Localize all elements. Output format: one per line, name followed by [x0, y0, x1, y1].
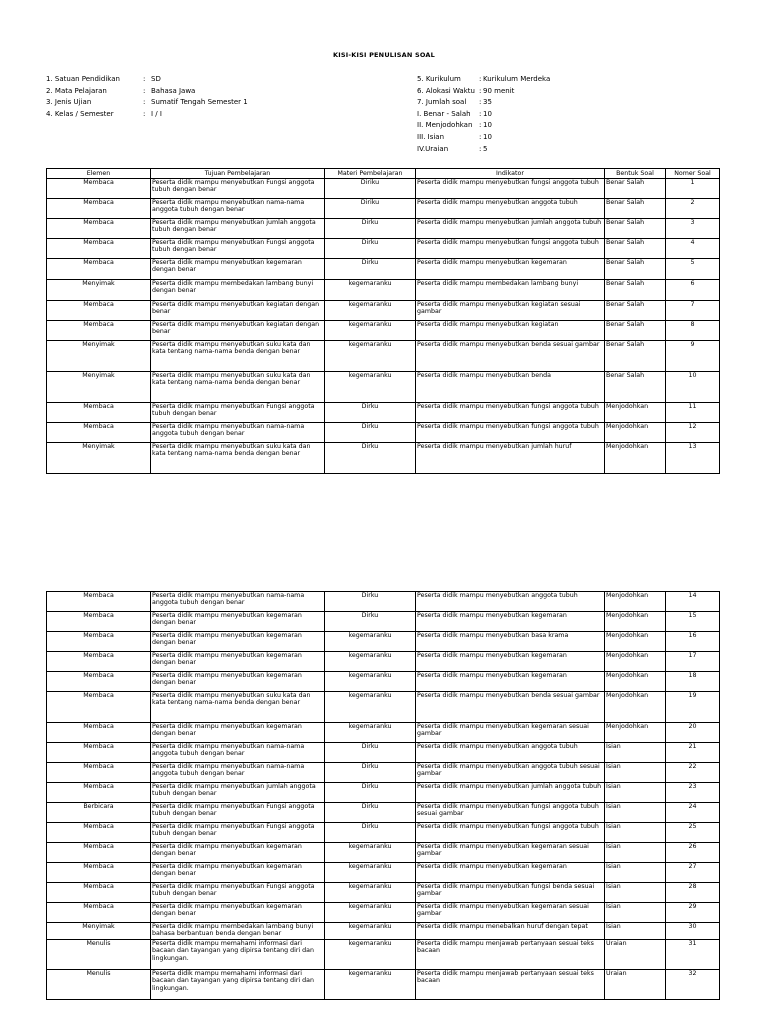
info-value: 90 menit	[483, 86, 515, 95]
cell-elemen: Membaca	[47, 612, 151, 632]
cell-bentuk: Benar Salah	[605, 179, 666, 199]
cell-elemen: Membaca	[47, 321, 151, 341]
cell-tujuan: Peserta didik mampu membedakan lambang bunyi dengan benar	[151, 280, 325, 301]
cell-bentuk: Benar Salah	[605, 280, 666, 301]
table-row	[47, 843, 720, 863]
table-row	[47, 692, 720, 723]
info-separator: :	[143, 109, 146, 118]
header-elemen: Elemen	[47, 169, 151, 179]
info-row	[417, 86, 717, 98]
cell-tujuan: Peserta didik mampu menyebutkan nama-nama anggota tubuh dengan benar	[151, 199, 325, 219]
info-label: IV.Uraian	[417, 144, 449, 153]
cell-nomer: 20	[666, 723, 720, 743]
cell-elemen: Membaca	[47, 863, 151, 883]
cell-nomer: 32	[666, 970, 720, 1000]
info-row	[46, 86, 346, 98]
cell-tujuan: Peserta didik mampu menyebutkan kegiatan dengan benar	[151, 321, 325, 341]
cell-materi: kegemaranku	[325, 843, 416, 863]
info-value: Bahasa Jawa	[151, 86, 196, 95]
cell-bentuk: Isian	[605, 803, 666, 823]
cell-tujuan: Peserta didik mampu menyebutkan kegemaran dengan benar	[151, 723, 325, 743]
info-row	[417, 109, 717, 121]
cell-elemen: Membaca	[47, 652, 151, 672]
cell-nomer: 9	[666, 341, 720, 372]
cell-elemen: Membaca	[47, 301, 151, 321]
cell-bentuk: Menjodohkan	[605, 723, 666, 743]
cell-bentuk: Menjodohkan	[605, 632, 666, 652]
cell-tujuan: Peserta didik mampu menyebutkan kegemaran dengan benar	[151, 903, 325, 923]
cell-nomer: 19	[666, 692, 720, 723]
table-row	[47, 783, 720, 803]
cell-materi: Dirku	[325, 239, 416, 259]
cell-indikator: Peserta didik mampu menyebutkan kegemaran	[416, 863, 605, 883]
cell-bentuk: Isian	[605, 783, 666, 803]
cell-elemen: Membaca	[47, 592, 151, 612]
info-separator: :	[479, 132, 482, 141]
table-row	[47, 863, 720, 883]
cell-indikator: Peserta didik mampu menyebutkan kegemaran sesuai gambar	[416, 843, 605, 863]
cell-indikator: Peserta didik mampu menyebutkan benda	[416, 372, 605, 403]
info-label: III. Isian	[417, 132, 445, 141]
table-row	[47, 652, 720, 672]
cell-bentuk: Benar Salah	[605, 199, 666, 219]
cell-bentuk: Menjodohkan	[605, 403, 666, 423]
header-indikator: Indikator	[416, 169, 605, 179]
cell-elemen: Menyimak	[47, 923, 151, 940]
cell-materi: kegemaranku	[325, 632, 416, 652]
cell-tujuan: Peserta didik mampu menyebutkan suku kata dan kata tentang nama-nama benda dengan benar	[151, 443, 325, 474]
cell-tujuan: Peserta didik mampu menyebutkan kegemaran dengan benar	[151, 632, 325, 652]
header-bentuk: Bentuk Soal	[605, 169, 666, 179]
table-row	[47, 823, 720, 843]
cell-bentuk: Isian	[605, 883, 666, 903]
cell-nomer: 13	[666, 443, 720, 474]
cell-indikator: Peserta didik mampu menyebutkan fungsi anggota tubuh sesuai gambar	[416, 803, 605, 823]
cell-tujuan: Peserta didik mampu memahami informasi dari bacaan dan tayangan yang dipirsa tentang diri dan lingkungan.	[151, 970, 325, 1000]
cell-nomer: 12	[666, 423, 720, 443]
info-row	[417, 120, 717, 132]
cell-materi: kegemaranku	[325, 903, 416, 923]
cell-materi: Dirku	[325, 823, 416, 843]
table-row	[47, 883, 720, 903]
cell-bentuk: Benar Salah	[605, 372, 666, 403]
cell-elemen: Membaca	[47, 672, 151, 692]
info-separator: :	[143, 86, 146, 95]
cell-tujuan: Peserta didik mampu menyebutkan jumlah anggota tubuh dengan benar	[151, 219, 325, 239]
cell-nomer: 25	[666, 823, 720, 843]
cell-indikator: Peserta didik mampu menyebutkan fungsi anggota tubuh	[416, 239, 605, 259]
cell-indikator: Peserta didik mampu menjawab pertanyaan sesuai teks bacaan	[416, 970, 605, 1000]
cell-bentuk: Benar Salah	[605, 219, 666, 239]
cell-tujuan: Peserta didik mampu menyebutkan suku kata dan kata tentang nama-nama benda dengan benar	[151, 341, 325, 372]
cell-nomer: 24	[666, 803, 720, 823]
table-row	[47, 280, 720, 301]
info-separator: :	[479, 144, 482, 153]
cell-nomer: 7	[666, 301, 720, 321]
cell-tujuan: Peserta didik mampu memahami informasi dari bacaan dan tayangan yang dipirsa tentang diri dan lingkungan.	[151, 940, 325, 970]
cell-tujuan: Peserta didik mampu menyebutkan Fungsi anggota tubuh dengan benar	[151, 823, 325, 843]
cell-bentuk: Benar Salah	[605, 341, 666, 372]
info-row	[417, 132, 717, 144]
table-row	[47, 612, 720, 632]
cell-materi: Dirku	[325, 743, 416, 763]
cell-bentuk: Isian	[605, 843, 666, 863]
cell-indikator: Peserta didik mampu menyebutkan jumlah anggota tubuh	[416, 783, 605, 803]
cell-nomer: 10	[666, 372, 720, 403]
cell-bentuk: Menjodohkan	[605, 692, 666, 723]
cell-tujuan: Peserta didik mampu menyebutkan Fungsi anggota tubuh dengan benar	[151, 179, 325, 199]
cell-elemen: Menulis	[47, 970, 151, 1000]
table-row	[47, 301, 720, 321]
info-separator: :	[479, 121, 482, 130]
cell-indikator: Peserta didik mampu menyebutkan kegemaran sesuai gambar	[416, 903, 605, 923]
cell-indikator: Peserta didik mampu menyebutkan basa krama	[416, 632, 605, 652]
cell-indikator: Peserta didik mampu menyebutkan kegemaran sesuai gambar	[416, 723, 605, 743]
info-separator: :	[479, 75, 482, 83]
cell-tujuan: Peserta didik mampu menyebutkan nama-nama anggota tubuh dengan benar	[151, 743, 325, 763]
info-label: 2. Mata Pelajaran	[46, 86, 107, 95]
cell-indikator: Peserta didik mampu menyebutkan anggota tubuh	[416, 199, 605, 219]
table-row	[47, 970, 720, 1000]
cell-elemen: Berbicara	[47, 803, 151, 823]
info-value: SD	[151, 75, 161, 83]
cell-bentuk: Benar Salah	[605, 321, 666, 341]
cell-nomer: 11	[666, 403, 720, 423]
header-nomer: Nomer Soal	[666, 169, 720, 179]
cell-tujuan: Peserta didik mampu menyebutkan kegemaran dengan benar	[151, 863, 325, 883]
info-label: 5. Kurikulum	[417, 75, 461, 83]
cell-tujuan: Peserta didik mampu menyebutkan jumlah anggota tubuh dengan benar	[151, 783, 325, 803]
info-value: 10	[483, 132, 492, 141]
cell-materi: Dirku	[325, 259, 416, 280]
cell-bentuk: Menjodohkan	[605, 672, 666, 692]
cell-indikator: Peserta didik mampu menyebutkan jumlah anggota tubuh	[416, 219, 605, 239]
cell-indikator: Peserta didik mampu menyebutkan kegemaran	[416, 672, 605, 692]
cell-tujuan: Peserta didik mampu menyebutkan kegemaran dengan benar	[151, 652, 325, 672]
cell-indikator: Peserta didik mampu menyebutkan kegemaran	[416, 259, 605, 280]
cell-indikator: Peserta didik mampu menyebutkan fungsi anggota tubuh	[416, 403, 605, 423]
info-value: Kurikulum Merdeka	[483, 75, 551, 83]
cell-materi: kegemaranku	[325, 672, 416, 692]
info-value: Sumatif Tengah Semester 1	[151, 98, 248, 107]
cell-bentuk: Isian	[605, 903, 666, 923]
cell-elemen: Menyimak	[47, 280, 151, 301]
cell-tujuan: Peserta didik mampu membedakan lambang bunyi bahasa berbantuan benda dengan benar	[151, 923, 325, 940]
info-row	[417, 74, 717, 86]
info-label: 4. Kelas / Semester	[46, 109, 114, 118]
info-row	[46, 74, 346, 86]
info-separator: :	[479, 86, 482, 95]
table-row	[47, 903, 720, 923]
cell-elemen: Menyimak	[47, 443, 151, 474]
cell-indikator: Peserta didik mampu membedakan lambang bunyi	[416, 280, 605, 301]
info-separator: :	[143, 75, 146, 83]
cell-elemen: Membaca	[47, 883, 151, 903]
cell-nomer: 3	[666, 219, 720, 239]
cell-nomer: 31	[666, 940, 720, 970]
cell-nomer: 4	[666, 239, 720, 259]
cell-materi: Dirku	[325, 783, 416, 803]
cell-materi: Dirku	[325, 763, 416, 783]
cell-bentuk: Menjodohkan	[605, 612, 666, 632]
cell-indikator: Peserta didik mampu menyebutkan kegiatan	[416, 321, 605, 341]
cell-tujuan: Peserta didik mampu menyebutkan Fungsi anggota tubuh dengan benar	[151, 803, 325, 823]
cell-materi: Dirku	[325, 443, 416, 474]
cell-materi: kegemaranku	[325, 723, 416, 743]
info-value: I / I	[151, 109, 162, 118]
cell-nomer: 29	[666, 903, 720, 923]
table-row	[47, 403, 720, 423]
cell-materi: kegemaranku	[325, 652, 416, 672]
cell-materi: kegemaranku	[325, 280, 416, 301]
table-row	[47, 179, 720, 199]
cell-tujuan: Peserta didik mampu menyebutkan suku kata dan kata tentang nama-nama benda dengan benar	[151, 692, 325, 723]
cell-elemen: Membaca	[47, 843, 151, 863]
cell-elemen: Menyimak	[47, 341, 151, 372]
cell-tujuan: Peserta didik mampu menyebutkan Fungsi anggota tubuh dengan benar	[151, 403, 325, 423]
cell-indikator: Peserta didik mampu menyebutkan jumlah huruf	[416, 443, 605, 474]
cell-nomer: 8	[666, 321, 720, 341]
cell-indikator: Peserta didik mampu menyebutkan fungsi anggota tubuh	[416, 423, 605, 443]
cell-elemen: Membaca	[47, 632, 151, 652]
cell-indikator: Peserta didik mampu menyebutkan benda sesuai gambar	[416, 341, 605, 372]
cell-indikator: Peserta didik mampu menyebutkan benda sesuai gambar	[416, 692, 605, 723]
cell-bentuk: Isian	[605, 823, 666, 843]
table-row	[47, 259, 720, 280]
info-row	[417, 97, 717, 109]
cell-materi: Dirku	[325, 612, 416, 632]
info-separator: :	[479, 98, 482, 107]
table-row	[47, 743, 720, 763]
table-row	[47, 763, 720, 783]
cell-materi: Diriku	[325, 179, 416, 199]
cell-nomer: 1	[666, 179, 720, 199]
header-tujuan: Tujuan Pembelajaran	[151, 169, 325, 179]
cell-nomer: 23	[666, 783, 720, 803]
cell-nomer: 2	[666, 199, 720, 219]
cell-nomer: 5	[666, 259, 720, 280]
cell-nomer: 26	[666, 843, 720, 863]
cell-indikator: Peserta didik mampu menyebutkan anggota tubuh sesuai gambar	[416, 763, 605, 783]
table-row	[47, 321, 720, 341]
info-label: II. Menjodohkan	[417, 121, 473, 130]
cell-bentuk: Menjodohkan	[605, 592, 666, 612]
cell-materi: kegemaranku	[325, 301, 416, 321]
kisi-kisi-table-2	[46, 591, 720, 1000]
cell-materi: kegemaranku	[325, 341, 416, 372]
info-value: 5	[483, 144, 488, 153]
info-label: I. Benar - Salah	[417, 109, 471, 118]
cell-tujuan: Peserta didik mampu menyebutkan kegemaran dengan benar	[151, 612, 325, 632]
cell-nomer: 14	[666, 592, 720, 612]
cell-materi: kegemaranku	[325, 321, 416, 341]
cell-materi: kegemaranku	[325, 923, 416, 940]
cell-tujuan: Peserta didik mampu menyebutkan suku kata dan kata tentang nama-nama benda dengan benar	[151, 372, 325, 403]
cell-elemen: Membaca	[47, 179, 151, 199]
info-row	[46, 97, 346, 109]
cell-tujuan: Peserta didik mampu menyebutkan kegiatan dengan benar	[151, 301, 325, 321]
cell-materi: kegemaranku	[325, 863, 416, 883]
cell-tujuan: Peserta didik mampu menyebutkan kegemaran dengan benar	[151, 259, 325, 280]
cell-bentuk: Menjodohkan	[605, 652, 666, 672]
cell-bentuk: Menjodohkan	[605, 443, 666, 474]
info-row	[417, 144, 717, 156]
table-row	[47, 803, 720, 823]
cell-tujuan: Peserta didik mampu menyebutkan Fungsi anggota tubuh dengan benar	[151, 239, 325, 259]
cell-bentuk: Menjodohkan	[605, 423, 666, 443]
cell-bentuk: Uraian	[605, 970, 666, 1000]
cell-materi: Dirku	[325, 219, 416, 239]
table-row	[47, 199, 720, 219]
cell-elemen: Membaca	[47, 219, 151, 239]
cell-nomer: 15	[666, 612, 720, 632]
cell-bentuk: Benar Salah	[605, 239, 666, 259]
cell-elemen: Membaca	[47, 199, 151, 219]
cell-materi: kegemaranku	[325, 940, 416, 970]
cell-nomer: 18	[666, 672, 720, 692]
cell-elemen: Menulis	[47, 940, 151, 970]
cell-materi: Dirku	[325, 423, 416, 443]
cell-bentuk: Benar Salah	[605, 259, 666, 280]
cell-indikator: Peserta didik mampu menyebutkan kegemaran	[416, 652, 605, 672]
info-separator: :	[479, 109, 482, 118]
cell-indikator: Peserta didik mampu menyebutkan fungsi benda sesuai gambar	[416, 883, 605, 903]
cell-materi: kegemaranku	[325, 372, 416, 403]
cell-nomer: 16	[666, 632, 720, 652]
cell-nomer: 30	[666, 923, 720, 940]
cell-bentuk: Isian	[605, 923, 666, 940]
cell-nomer: 6	[666, 280, 720, 301]
cell-elemen: Membaca	[47, 743, 151, 763]
right-info-block	[417, 74, 717, 155]
cell-elemen: Membaca	[47, 239, 151, 259]
cell-nomer: 28	[666, 883, 720, 903]
cell-indikator: Peserta didik mampu menyebutkan kegiatan sesuai gambar	[416, 301, 605, 321]
info-value: 35	[483, 98, 492, 107]
table-row	[47, 632, 720, 652]
cell-materi: Dirku	[325, 803, 416, 823]
table-row	[47, 592, 720, 612]
cell-bentuk: Isian	[605, 763, 666, 783]
document-title: KISI-KISI PENULISAN SOAL	[333, 51, 435, 59]
cell-materi: Dirku	[325, 592, 416, 612]
table-row	[47, 239, 720, 259]
cell-elemen: Membaca	[47, 763, 151, 783]
table-row	[47, 443, 720, 474]
cell-nomer: 21	[666, 743, 720, 763]
table-header-row	[47, 169, 720, 179]
cell-elemen: Membaca	[47, 259, 151, 280]
cell-materi: Dirku	[325, 403, 416, 423]
cell-elemen: Membaca	[47, 692, 151, 723]
cell-indikator: Peserta didik mampu menyebutkan fungsi anggota tubuh	[416, 179, 605, 199]
table-row	[47, 219, 720, 239]
info-label: 6. Alokasi Waktu	[417, 86, 475, 95]
info-label: 1. Satuan Pendidikan	[46, 75, 120, 83]
cell-elemen: Membaca	[47, 723, 151, 743]
cell-indikator: Peserta didik mampu menyebutkan kegemaran	[416, 612, 605, 632]
cell-tujuan: Peserta didik mampu menyebutkan nama-nama anggota tubuh dengan benar	[151, 763, 325, 783]
cell-bentuk: Uraian	[605, 940, 666, 970]
cell-nomer: 17	[666, 652, 720, 672]
cell-indikator: Peserta didik mampu menjawab pertanyaan sesuai teks bacaan	[416, 940, 605, 970]
cell-bentuk: Isian	[605, 743, 666, 763]
cell-elemen: Membaca	[47, 783, 151, 803]
info-value: 10	[483, 121, 492, 130]
cell-tujuan: Peserta didik mampu menyebutkan nama-nama anggota tubuh dengan benar	[151, 423, 325, 443]
table-row	[47, 923, 720, 940]
cell-materi: kegemaranku	[325, 692, 416, 723]
cell-bentuk: Benar Salah	[605, 301, 666, 321]
cell-tujuan: Peserta didik mampu menyebutkan kegemaran dengan benar	[151, 843, 325, 863]
cell-indikator: Peserta didik mampu menyebutkan fungsi anggota tubuh	[416, 823, 605, 843]
cell-materi: Diriku	[325, 199, 416, 219]
cell-tujuan: Peserta didik mampu menyebutkan Fungsi anggota tubuh dengan benar	[151, 883, 325, 903]
cell-materi: kegemaranku	[325, 970, 416, 1000]
cell-tujuan: Peserta didik mampu menyebutkan nama-nama anggota tubuh dengan benar	[151, 592, 325, 612]
info-label: 3. Jenis Ujian	[46, 98, 92, 107]
table-row	[47, 723, 720, 743]
cell-elemen: Membaca	[47, 903, 151, 923]
left-info-block	[46, 74, 346, 120]
cell-elemen: Menyimak	[47, 372, 151, 403]
cell-indikator: Peserta didik mampu menyebutkan anggota tubuh	[416, 592, 605, 612]
info-separator: :	[143, 98, 146, 107]
info-row	[46, 109, 346, 121]
cell-materi: kegemaranku	[325, 883, 416, 903]
table-row	[47, 372, 720, 403]
cell-indikator: Peserta didik mampu menebalkan huruf dengan tepat	[416, 923, 605, 940]
header-materi: Materi Pembelajaran	[325, 169, 416, 179]
cell-elemen: Membaca	[47, 423, 151, 443]
info-value: 10	[483, 109, 492, 118]
info-label: 7. Jumlah soal	[417, 98, 467, 107]
cell-indikator: Peserta didik mampu menyebutkan anggota tubuh	[416, 743, 605, 763]
table-row	[47, 341, 720, 372]
cell-elemen: Membaca	[47, 823, 151, 843]
table-row	[47, 423, 720, 443]
cell-nomer: 27	[666, 863, 720, 883]
table-row	[47, 940, 720, 970]
cell-bentuk: Isian	[605, 863, 666, 883]
cell-tujuan: Peserta didik mampu menyebutkan kegemaran dengan benar	[151, 672, 325, 692]
kisi-kisi-table-1	[46, 168, 720, 474]
cell-nomer: 22	[666, 763, 720, 783]
table-row	[47, 672, 720, 692]
cell-elemen: Membaca	[47, 403, 151, 423]
